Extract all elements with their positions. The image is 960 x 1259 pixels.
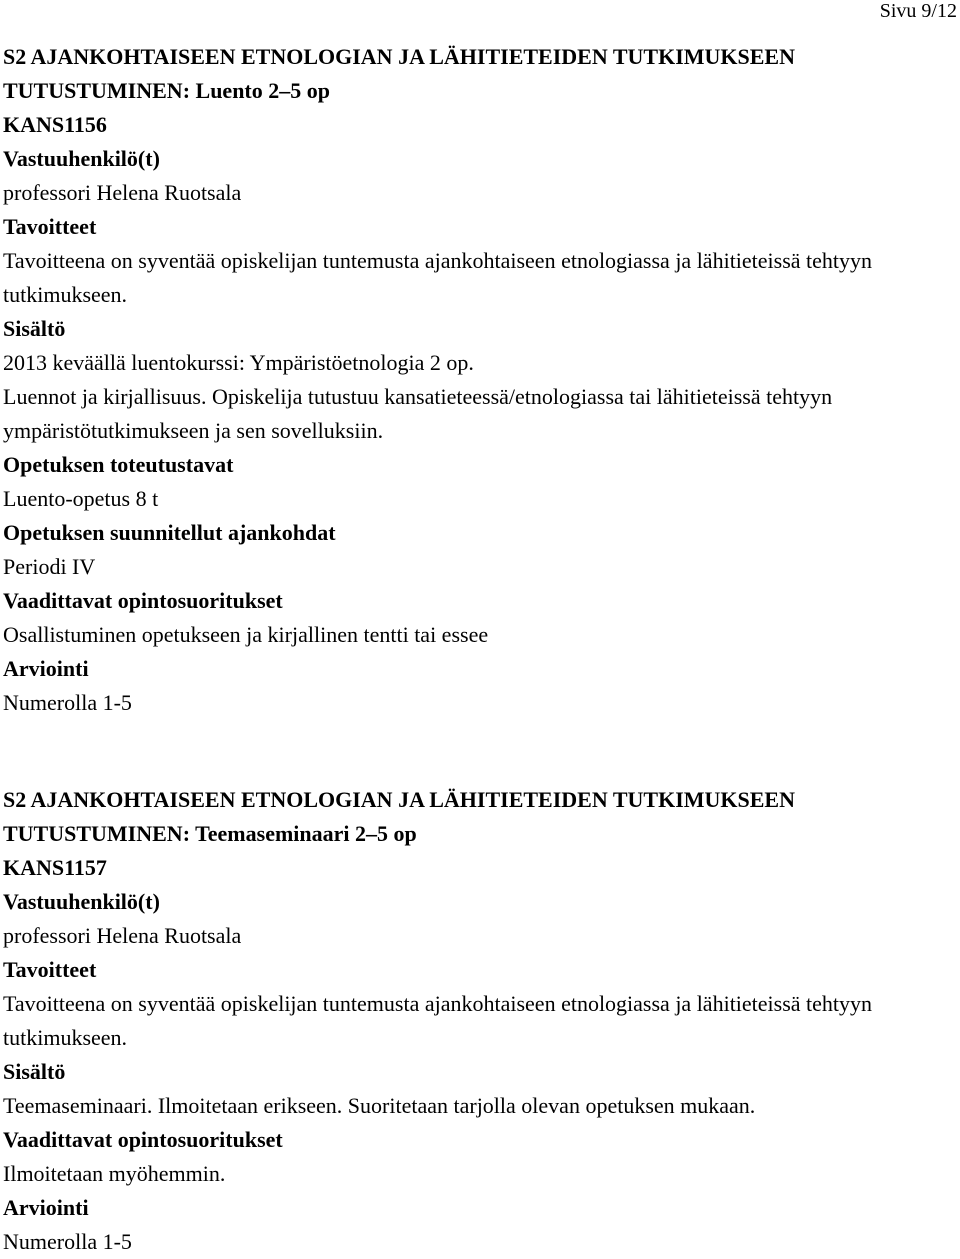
grading-heading: Arviointi	[3, 656, 89, 681]
required-heading: Vaadittavat opintosuoritukset	[3, 588, 283, 613]
goals-heading: Tavoitteet	[3, 214, 97, 239]
methods-heading: Opetuksen toteutustavat	[3, 452, 234, 477]
course-kans1156	[3, 40, 957, 720]
methods-text: Luento-opetus 8 t	[3, 486, 159, 511]
grading-text: Numerolla 1-5	[3, 690, 132, 715]
content-heading: Sisältö	[3, 1059, 66, 1084]
course-title: S2 AJANKOHTAISEEN ETNOLOGIAN JA LÄHITIETEIDEN TUTKIMUKSEEN	[3, 787, 795, 812]
grading-text: Numerolla 1-5	[3, 1229, 132, 1254]
required-text: Ilmoitetaan myöhemmin.	[3, 1161, 226, 1186]
goals-text-continued: tutkimukseen.	[3, 282, 128, 307]
responsible-heading: Vastuuhenkilö(t)	[3, 146, 160, 171]
course-title-continued: TUTUSTUMINEN: Luento 2–5 op	[3, 78, 330, 103]
page-number: Sivu 9/12	[879, 0, 957, 22]
responsible-person: professori Helena Ruotsala	[3, 923, 242, 948]
schedule-text: Periodi IV	[3, 554, 96, 579]
course-code: KANS1156	[3, 112, 107, 137]
goals-text-continued: tutkimukseen.	[3, 1025, 128, 1050]
responsible-person: professori Helena Ruotsala	[3, 180, 242, 205]
goals-text: Tavoitteena on syventää opiskelijan tuntemusta ajankohtaiseen etnologiassa ja lähitieteissä tehtyyn	[3, 991, 873, 1016]
grading-heading: Arviointi	[3, 1195, 89, 1220]
responsible-heading: Vastuuhenkilö(t)	[3, 889, 160, 914]
content-text-end: ympäristötutkimukseen ja sen sovelluksiin.	[3, 418, 384, 443]
required-text: Osallistuminen opetukseen ja kirjallinen tentti tai essee	[3, 622, 489, 647]
course-title-continued: TUTUSTUMINEN: Teemaseminaari 2–5 op	[3, 821, 417, 846]
required-heading: Vaadittavat opintosuoritukset	[3, 1127, 283, 1152]
goals-heading: Tavoitteet	[3, 957, 97, 982]
content-text: Teemaseminaari. Ilmoitetaan erikseen. Suoritetaan tarjolla olevan opetuksen mukaan.	[3, 1093, 756, 1118]
goals-text: Tavoitteena on syventää opiskelijan tuntemusta ajankohtaiseen etnologiassa ja lähitieteissä tehtyyn	[3, 248, 873, 273]
content-heading: Sisältö	[3, 316, 66, 341]
content-text-continued: Luennot ja kirjallisuus. Opiskelija tutustuu kansatieteessä/etnologiassa tai lähitieteissä tehtyyn	[3, 384, 833, 409]
content-text: 2013 keväällä luentokurssi: Ympäristöetnologia 2 op.	[3, 350, 474, 375]
schedule-heading: Opetuksen suunnitellut ajankohdat	[3, 520, 336, 545]
course-code: KANS1157	[3, 855, 107, 880]
course-kans1157	[3, 783, 957, 1259]
course-title: S2 AJANKOHTAISEEN ETNOLOGIAN JA LÄHITIETEIDEN TUTKIMUKSEEN	[3, 44, 795, 69]
